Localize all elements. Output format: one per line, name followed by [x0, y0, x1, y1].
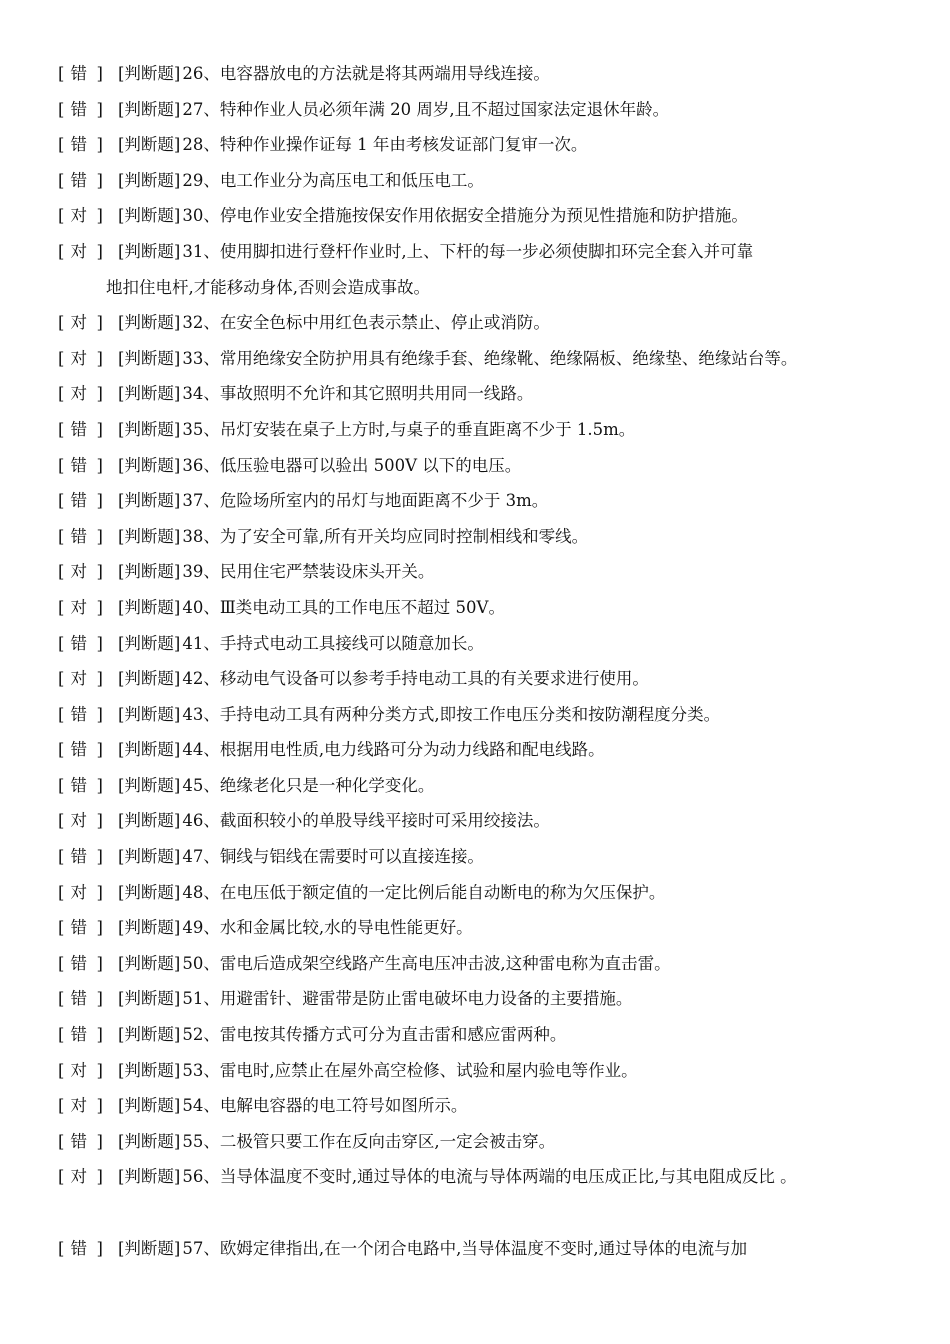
answer-box: [ 错 ]: [58, 519, 118, 555]
question-type: [判断题]: [118, 669, 181, 689]
question-type: [判断题]: [118, 1239, 181, 1258]
answer-value: 错: [70, 989, 87, 1009]
question-number: 33、: [182, 348, 220, 368]
answer-box: [ 错 ]: [58, 483, 118, 519]
answer-value: 对: [70, 206, 87, 226]
answer-value: 对: [70, 1096, 87, 1116]
question-number: 40、: [182, 597, 220, 617]
question-number: 46、: [182, 811, 220, 831]
answer-box: [ 错 ]: [58, 127, 118, 163]
question-item: [58, 626, 918, 662]
question-item: [58, 519, 918, 555]
question-number: 53、: [182, 1060, 220, 1080]
question-number: 36、: [182, 455, 220, 475]
answer-value: 对: [70, 597, 87, 617]
answer-value: 错: [70, 918, 87, 938]
answer-value: 错: [70, 170, 87, 190]
question-number: 34、: [182, 384, 220, 404]
question-type: [判断题]: [118, 811, 181, 831]
question-item: [58, 732, 918, 768]
answer-box: [ 错 ]: [58, 910, 118, 946]
answer-box: [ 错 ]: [58, 92, 118, 128]
question-text: 电解电容器的电工符号如图所示。: [219, 1096, 468, 1116]
answer-value: 对: [70, 882, 87, 902]
question-type: [判断题]: [118, 384, 181, 404]
answer-box: [ 错 ]: [58, 839, 118, 875]
answer-box: [ 对 ]: [58, 1053, 118, 1089]
question-type: [判断题]: [118, 847, 181, 867]
question-text: 在安全色标中用红色表示禁止、停止或消防。: [219, 313, 550, 333]
question-type: [判断题]: [118, 740, 181, 760]
answer-box: [ 错 ]: [58, 163, 118, 199]
question-item: [58, 198, 918, 234]
answer-value: 对: [70, 1060, 87, 1080]
question-item: [58, 56, 918, 92]
question-type: [判断题]: [118, 1060, 181, 1080]
question-number: 26、: [182, 64, 220, 83]
question-type: [判断题]: [118, 1131, 181, 1151]
answer-value: 错: [70, 419, 87, 439]
answer-box: [ 错 ]: [58, 56, 118, 92]
question-item: [58, 981, 918, 1017]
answer-box: [ 对 ]: [58, 1088, 118, 1124]
question-text: 特种作业人员必须年满 20 周岁,且不超过国家法定退休年龄。: [219, 99, 670, 119]
answer-box: [ 错 ]: [58, 981, 118, 1017]
question-text-continued: 地扣住电杆,才能移动身体,否则会造成事故。: [106, 277, 430, 297]
question-number: 35、: [182, 419, 220, 439]
question-item: [58, 1159, 918, 1195]
blank-line: [58, 1195, 918, 1231]
question-type: [判断题]: [118, 953, 181, 973]
question-item: [58, 163, 918, 199]
question-text: 吊灯安装在桌子上方时,与桌子的垂直距离不少于 1.5m。: [219, 419, 636, 439]
question-text: 危险场所室内的吊灯与地面距离不少于 3m。: [219, 491, 549, 511]
question-text: 民用住宅严禁装设床头开关。: [219, 562, 435, 582]
question-text: 雷电按其传播方式可分为直击雷和感应雷两种。: [219, 1025, 567, 1045]
answer-box: [ 错 ]: [58, 697, 118, 733]
question-item: [58, 412, 918, 448]
question-item: [58, 554, 918, 590]
question-text: 电工作业分为高压电工和低压电工。: [219, 170, 484, 190]
question-text: 特种作业操作证每 1 年由考核发证部门复审一次。: [219, 135, 588, 155]
question-text: 手持电动工具有两种分类方式,即按工作电压分类和按防潮程度分类。: [219, 704, 721, 724]
question-item: [58, 234, 918, 305]
question-item: [58, 127, 918, 163]
question-item: [58, 1231, 918, 1267]
question-item: [58, 839, 918, 875]
question-number: 47、: [182, 847, 220, 867]
question-item: [58, 803, 918, 839]
answer-box: [ 对 ]: [58, 875, 118, 911]
question-text: 铜线与铝线在需要时可以直接连接。: [219, 847, 484, 867]
question-number: 52、: [182, 1025, 220, 1045]
answer-value: 错: [70, 704, 87, 724]
answer-value: 错: [70, 64, 87, 83]
answer-box: [ 错 ]: [58, 1231, 118, 1267]
question-number: 31、: [182, 241, 220, 261]
question-item: [58, 305, 918, 341]
question-text: 使用脚扣进行登杆作业时,上、下杆的每一步必须使脚扣环完全套入并可靠: [219, 241, 754, 261]
answer-value: 对: [70, 669, 87, 689]
question-text: 事故照明不允许和其它照明共用同一线路。: [219, 384, 534, 404]
question-type: [判断题]: [118, 99, 181, 119]
question-number: 57、: [182, 1239, 220, 1258]
question-number: 51、: [182, 989, 220, 1009]
answer-box: [ 错 ]: [58, 448, 118, 484]
question-type: [判断题]: [118, 206, 181, 226]
question-number: 44、: [182, 740, 220, 760]
answer-value: 对: [70, 313, 87, 333]
question-item: [58, 448, 918, 484]
answer-box: [ 对 ]: [58, 376, 118, 412]
answer-value: 对: [70, 811, 87, 831]
answer-value: 错: [70, 1131, 87, 1151]
answer-value: 对: [70, 562, 87, 582]
answer-value: 对: [70, 384, 87, 404]
question-type: [判断题]: [118, 313, 181, 333]
question-type: [判断题]: [118, 170, 181, 190]
question-text: 为了安全可靠,所有开关均应同时控制相线和零线。: [219, 526, 589, 546]
question-number: 39、: [182, 562, 220, 582]
question-text: 欧姆定律指出,在一个闭合电路中,当导体温度不变时,通过导体的电流与加: [219, 1239, 748, 1258]
question-type: [判断题]: [118, 597, 181, 617]
question-number: 37、: [182, 491, 220, 511]
question-item: [58, 661, 918, 697]
question-text: 在电压低于额定值的一定比例后能自动断电的称为欠压保护。: [219, 882, 666, 902]
question-number: 30、: [182, 206, 220, 226]
question-number: 42、: [182, 669, 220, 689]
question-item: [58, 590, 918, 626]
question-number: 43、: [182, 704, 220, 724]
answer-box: [ 错 ]: [58, 1124, 118, 1160]
question-type: [判断题]: [118, 455, 181, 475]
answer-value: 错: [70, 526, 87, 546]
answer-value: 错: [70, 135, 87, 155]
question-item: [58, 768, 918, 804]
answer-box: [ 对 ]: [58, 661, 118, 697]
question-type: [判断题]: [118, 775, 181, 795]
answer-box: [ 对 ]: [58, 1159, 118, 1195]
question-type: [判断题]: [118, 882, 181, 902]
question-item: [58, 483, 918, 519]
question-type: [判断题]: [118, 1025, 181, 1045]
answer-value: 错: [70, 99, 87, 119]
question-number: 45、: [182, 775, 220, 795]
question-number: 50、: [182, 953, 220, 973]
answer-box: [ 错 ]: [58, 732, 118, 768]
answer-box: [ 对 ]: [58, 305, 118, 341]
question-item: [58, 1017, 918, 1053]
question-list: [58, 56, 918, 1267]
answer-value: 错: [70, 740, 87, 760]
answer-box: [ 对 ]: [58, 590, 118, 626]
answer-box: [ 错 ]: [58, 946, 118, 982]
answer-box: [ 对 ]: [58, 234, 118, 270]
question-number: 28、: [182, 135, 220, 155]
answer-box: [ 错 ]: [58, 768, 118, 804]
question-text: 当导体温度不变时,通过导体的电流与导体两端的电压成正比,与其电阻成反比 。: [219, 1167, 797, 1187]
answer-value: 错: [70, 455, 87, 475]
question-text: 雷电时,应禁止在屋外高空检修、试验和屋内验电等作业。: [219, 1060, 638, 1080]
question-item: [58, 1053, 918, 1089]
question-item: [58, 946, 918, 982]
question-type: [判断题]: [118, 918, 181, 938]
answer-box: [ 对 ]: [58, 803, 118, 839]
question-type: [判断题]: [118, 633, 181, 653]
question-type: [判断题]: [118, 419, 181, 439]
question-text: 雷电后造成架空线路产生高电压冲击波,这种雷电称为直击雷。: [219, 953, 671, 973]
question-type: [判断题]: [118, 704, 181, 724]
answer-box: [ 错 ]: [58, 1017, 118, 1053]
question-number: 41、: [182, 633, 220, 653]
question-item: [58, 875, 918, 911]
question-item: [58, 910, 918, 946]
answer-value: 对: [70, 348, 87, 368]
question-type: [判断题]: [118, 562, 181, 582]
question-number: 56、: [182, 1167, 220, 1187]
question-text: 二极管只要工作在反向击穿区,一定会被击穿。: [219, 1131, 556, 1151]
answer-box: [ 错 ]: [58, 412, 118, 448]
question-text: 水和金属比较,水的导电性能更好。: [219, 918, 473, 938]
question-type: [判断题]: [118, 241, 181, 261]
question-text: 低压验电器可以验出 500V 以下的电压。: [219, 455, 522, 475]
question-type: [判断题]: [118, 135, 181, 155]
question-text: 电容器放电的方法就是将其两端用导线连接。: [219, 64, 550, 83]
answer-box: [ 对 ]: [58, 341, 118, 377]
question-number: 27、: [182, 99, 220, 119]
answer-box: [ 对 ]: [58, 198, 118, 234]
question-number: 38、: [182, 526, 220, 546]
answer-value: 错: [70, 953, 87, 973]
question-text: 截面积较小的单股导线平接时可采用绞接法。: [219, 811, 550, 831]
question-text: 停电作业安全措施按保安作用依据安全措施分为预见性措施和防护措施。: [219, 206, 748, 226]
answer-value: 错: [70, 633, 87, 653]
question-text: 用避雷针、避雷带是防止雷电破坏电力设备的主要措施。: [219, 989, 633, 1009]
question-text: Ⅲ类电动工具的工作电压不超过 50V。: [219, 597, 505, 617]
question-item: [58, 1088, 918, 1124]
question-type: [判断题]: [118, 1167, 181, 1187]
question-text: 常用绝缘安全防护用具有绝缘手套、绝缘靴、绝缘隔板、绝缘垫、绝缘站台等。: [219, 348, 798, 368]
question-item: [58, 1124, 918, 1160]
answer-value: 错: [70, 1025, 87, 1045]
answer-value: 错: [70, 847, 87, 867]
question-item: [58, 341, 918, 377]
question-text: 根据用电性质,电力线路可分为动力线路和配电线路。: [219, 740, 605, 760]
answer-value: 错: [70, 1239, 87, 1258]
question-number: 54、: [182, 1096, 220, 1116]
answer-value: 错: [70, 491, 87, 511]
question-type: [判断题]: [118, 1096, 181, 1116]
answer-value: 对: [70, 1167, 87, 1187]
question-text: 手持式电动工具接线可以随意加长。: [219, 633, 484, 653]
question-item: [58, 92, 918, 128]
answer-box: [ 错 ]: [58, 626, 118, 662]
answer-value: 对: [70, 241, 87, 261]
question-number: 49、: [182, 918, 220, 938]
question-type: [判断题]: [118, 526, 181, 546]
question-type: [判断题]: [118, 989, 181, 1009]
question-type: [判断题]: [118, 491, 181, 511]
question-number: 55、: [182, 1131, 220, 1151]
answer-box: [ 对 ]: [58, 554, 118, 590]
question-type: [判断题]: [118, 64, 181, 83]
answer-value: 错: [70, 775, 87, 795]
question-text: 绝缘老化只是一种化学变化。: [219, 775, 435, 795]
question-item: [58, 376, 918, 412]
question-type: [判断题]: [118, 348, 181, 368]
question-number: 29、: [182, 170, 220, 190]
question-number: 32、: [182, 313, 220, 333]
question-text: 移动电气设备可以参考手持电动工具的有关要求进行使用。: [219, 669, 649, 689]
question-number: 48、: [182, 882, 220, 902]
question-item: [58, 697, 918, 733]
